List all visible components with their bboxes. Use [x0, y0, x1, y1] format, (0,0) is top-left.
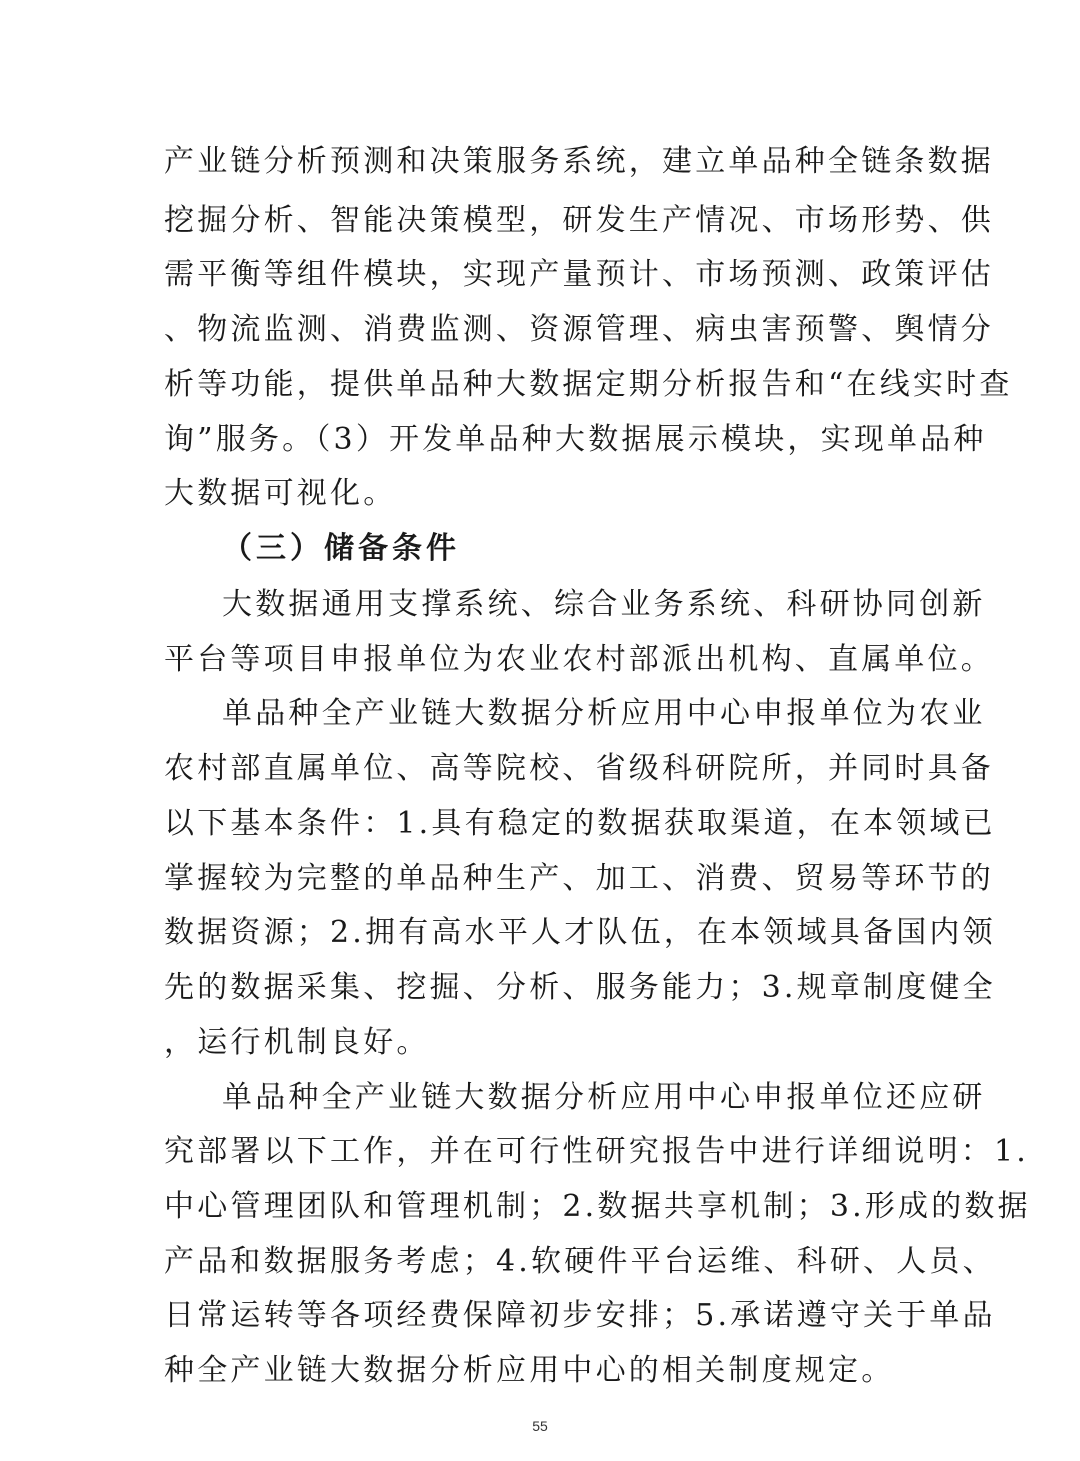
- text-line: 析等功能，提供单品种大数据定期分析报告和“在线实时查: [164, 367, 1013, 402]
- text-line: 询”服务。（3）开发单品种大数据展示模块，实现单品种: [164, 422, 987, 457]
- paragraph-first-line: 单品种全产业链大数据分析应用中心申报单位还应研: [222, 1080, 986, 1115]
- section-heading: （三）储备条件: [222, 531, 460, 566]
- text-line: 究部署以下工作，并在可行性研究报告中进行详细说明：1.: [164, 1134, 1030, 1169]
- text-line: 产业链分析预测和决策服务系统，建立单品种全链条数据: [164, 144, 994, 179]
- paragraph-first-line: 大数据通用支撑系统、综合业务系统、科研协同创新: [222, 587, 986, 622]
- text-line: ，运行机制良好。: [164, 1025, 430, 1060]
- text-line: 以下基本条件：1.具有稳定的数据获取渠道，在本领域已: [164, 806, 996, 841]
- text-line: 种全产业链大数据分析应用中心的相关制度规定。: [164, 1353, 895, 1388]
- text-line: 日常运转等各项经费保障初步安排；5.承诺遵守关于单品: [164, 1298, 996, 1333]
- page-number: 55: [532, 1418, 548, 1434]
- text-line: 掌握较为完整的单品种生产、加工、消费、贸易等环节的: [164, 861, 994, 896]
- text-line: 农村部直属单位、高等院校、省级科研院所，并同时具备: [164, 751, 994, 786]
- text-line: 挖掘分析、智能决策模型，研发生产情况、市场形势、供: [164, 203, 994, 238]
- text-line: 先的数据采集、挖掘、分析、服务能力；3.规章制度健全: [164, 970, 996, 1005]
- text-line: 大数据可视化。: [164, 476, 397, 511]
- text-line: 中心管理团队和管理机制；2.数据共享机制；3.形成的数据: [164, 1189, 1031, 1224]
- text-line: 数据资源；2.拥有高水平人才队伍，在本领域具备国内领: [164, 915, 996, 950]
- paragraph-first-line: 单品种全产业链大数据分析应用中心申报单位为农业: [222, 696, 986, 731]
- text-line: 产品和数据服务考虑；4.软硬件平台运维、科研、人员、: [164, 1244, 996, 1279]
- text-line: 平台等项目申报单位为农业农村部派出机构、直属单位。: [164, 642, 994, 677]
- text-line: 需平衡等组件模块，实现产量预计、市场预测、政策评估: [164, 257, 994, 292]
- text-line: 、物流监测、消费监测、资源管理、病虫害预警、舆情分: [164, 312, 994, 347]
